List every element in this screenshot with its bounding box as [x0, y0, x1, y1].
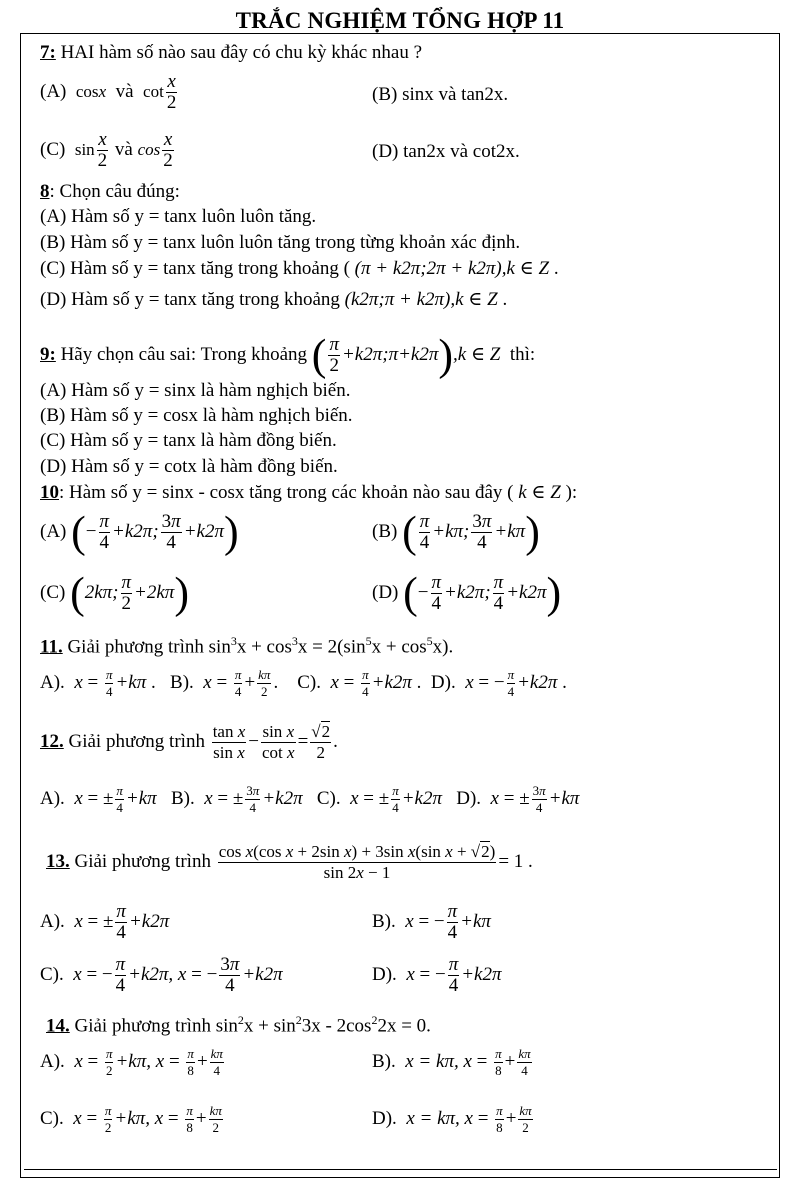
- q8-option-d: (D) Hàm số y = tanx tăng trong khoảng (k2π;π + k2π),k ∈ Z .: [40, 289, 508, 310]
- question-number: 7:: [40, 42, 56, 63]
- question-text: Giải phương trình: [68, 730, 205, 752]
- question-number: 8: [40, 181, 50, 202]
- q7-option-c: (C) sin $\frac{x}{2}$ và cos $\frac{x}{2}$: [40, 129, 173, 171]
- q9-option-a: (A) Hàm số y = sinx là hàm nghịch biến.: [40, 380, 351, 401]
- question-text: Giải phương trình: [74, 850, 211, 872]
- q11-options: A). x = $\frac{\pi}{4}$ +kπ . B). x = $\frac{\pi}{4}$ + $\frac{k\pi}{2}$ . C). x = $\frac{\pi}{4}$ +k2π . D). x = − $\frac{\pi}{4}$ +k2π .: [40, 667, 567, 699]
- question-12: 12. Giải phương trình $\frac{\text{tan x}}{\text{sin x}}$ − $\frac{\text{sin x}}{\text{cot x}}$ = $\frac{√2}{2}$ .: [40, 722, 338, 762]
- q7-option-b: (B) sinx và tan2x.: [372, 84, 509, 105]
- q14-option-a: A). x = $\frac{\pi}{2}$ +kπ, x = $\frac{\pi}{8}$ + $\frac{k\pi}{4}$: [40, 1046, 223, 1078]
- q9-option-b: (B) Hàm số y = cosx là hàm nghịch biến.: [40, 405, 353, 426]
- question-text: : Hàm số y = sinx - cosx tăng trong các khoản nào sau đây (: [59, 482, 514, 503]
- question-9: 9: Hãy chọn câu sai: Trong khoảng ( $\frac{\pi}{2}$ +k2π;π+k2π),k ∈ Z thì:: [40, 330, 536, 380]
- q8-option-a: (A) Hàm số y = tanx luôn luôn tăng.: [40, 206, 317, 227]
- question-14: 14. Giải phương trình $\sin^2x + \sin^23x - 2\cos^22x = 0$.: [46, 1013, 431, 1037]
- question-text: HAI hàm số nào sau đây có chu kỳ khác nhau ?: [60, 42, 422, 63]
- question-number: 10: [40, 482, 59, 503]
- q7-option-a: (A) cosx và cot $\frac{x}{2}$: [40, 71, 177, 113]
- question-number: 14.: [46, 1015, 70, 1037]
- question-number: 11.: [40, 636, 63, 658]
- question-7: [40, 42, 422, 64]
- question-13: 13. Giải phương trình $\frac{\text{cos x(cos x + 2sin x) + 3sin x(sin x + √2)}}{\sin 2x - 1}$ = 1 .: [46, 842, 533, 882]
- question-text: Giải phương trình: [67, 636, 204, 658]
- q7-option-d: (D) tan2x và cot2x.: [372, 141, 520, 162]
- q8-option-c: (C) Hàm số y = tanx tăng trong khoảng ( (π + k2π;2π + k2π),k ∈ Z .: [40, 258, 559, 279]
- q9-option-d: (D) Hàm số y = cotx là hàm đồng biến.: [40, 456, 338, 477]
- question-text: Giải phương trình: [74, 1015, 211, 1037]
- question-number: 13.: [46, 850, 70, 872]
- question-text: Hãy chọn câu sai: Trong khoảng: [60, 343, 308, 365]
- page-border-bottom: [24, 1169, 777, 1170]
- question-number: 12.: [40, 730, 64, 752]
- q10-option-b: (B) ( $\frac{\pi}{4}$ +kπ; $\frac{3\pi}{4}$ +kπ): [372, 507, 540, 557]
- question-8: [40, 181, 180, 203]
- q14-option-c: C). x = $\frac{\pi}{2}$ +kπ, x = $\frac{\pi}{8}$ + $\frac{k\pi}{2}$: [40, 1103, 222, 1135]
- q9-option-c: (C) Hàm số y = tanx là hàm đồng biến.: [40, 430, 337, 451]
- q10-option-a: (A) (− $\frac{\pi}{4}$ +k2π; $\frac{3\pi}{4}$ +k2π): [40, 507, 239, 557]
- q8-option-b: (B) Hàm số y = tanx luôn luôn tăng trong từng khoản xác định.: [40, 232, 521, 253]
- question-number: 9:: [40, 343, 56, 365]
- q13-option-c: C). x = − $\frac{\pi}{4}$ +k2π, x = − $\frac{3\pi}{4}$ +k2π: [40, 954, 283, 996]
- q10-option-c: (C) (2kπ; $\frac{\pi}{2}$ +2kπ): [40, 568, 189, 618]
- q10-option-d: (D) (− $\frac{\pi}{4}$ +k2π; $\frac{\pi}{4}$ +k2π): [372, 568, 562, 618]
- q14-option-b: B). x = kπ, x = $\frac{\pi}{8}$ + $\frac{k\pi}{4}$: [372, 1046, 531, 1078]
- question-text: : Chọn câu đúng:: [49, 181, 180, 202]
- q13-option-d: D). x = − $\frac{\pi}{4}$ +k2π: [372, 954, 502, 996]
- question-10: 10: Hàm số y = sinx - cosx tăng trong các khoản nào sau đây ( k ∈ Z ):: [40, 482, 578, 503]
- q12-options: A). x = ± $\frac{\pi}{4}$ +kπ B). x = ± $\frac{3\pi}{4}$ +k2π C). x = ± $\frac{\pi}{4}$ +k2π D). x = ± $\frac{3\pi}{4}$ +kπ: [40, 783, 580, 815]
- q13-option-b: B). x = − $\frac{\pi}{4}$ +kπ: [372, 901, 491, 943]
- q13-option-a: A). x = ± $\frac{\pi}{4}$ +k2π: [40, 901, 170, 943]
- page-title: TRẮC NGHIỆM TỔNG HỢP 11: [235, 8, 565, 33]
- q14-option-d: D). x = kπ, x = $\frac{\pi}{8}$ + $\frac{k\pi}{2}$: [372, 1103, 532, 1135]
- question-11: 11. Giải phương trình $\sin^3x + \cos^3x = 2(\sin^5x + \cos^5x)$.: [40, 634, 454, 658]
